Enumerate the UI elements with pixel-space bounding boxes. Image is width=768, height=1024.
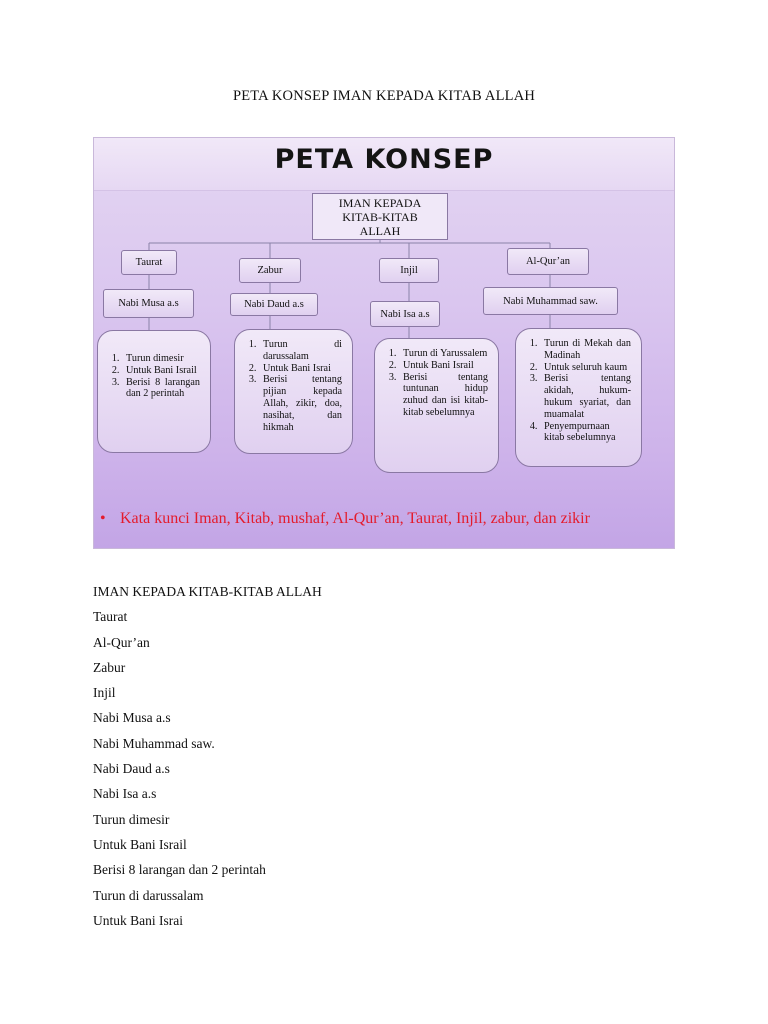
- detail-item: 1. Turun di Yarussalem: [399, 348, 488, 360]
- prophet-node-muhammad: Nabi Muhammad saw.: [483, 287, 618, 315]
- text-line: Injil: [93, 685, 116, 701]
- detail-item: 1. Turun di Mekah dan Madinah: [540, 338, 631, 362]
- root-node: IMAN KEPADA KITAB-KITAB ALLAH: [312, 193, 448, 240]
- detail-box-alquran: [515, 328, 642, 467]
- body-text-list: [93, 583, 322, 937]
- text-line: Turun dimesir: [93, 811, 170, 827]
- text-line: Al-Qur’an: [93, 634, 150, 650]
- detail-item: 4. Penyempurnaan kitab sebelumnya: [540, 421, 631, 445]
- concept-map-heading: PETA KONSEP: [274, 144, 494, 175]
- detail-item: 3. Berisi tentang tuntunan hidup zuhud dan isi kitab-kitab sebelumnya: [399, 372, 488, 419]
- detail-item: 2. Untuk Bani Israi: [259, 363, 342, 375]
- text-line: Untuk Bani Israi: [93, 912, 183, 928]
- text-line: Nabi Daud a.s: [93, 761, 170, 777]
- text-line: Taurat: [93, 609, 128, 625]
- page-title: PETA KONSEP IMAN KEPADA KITAB ALLAH: [232, 88, 536, 104]
- detail-item: 2. Untuk Bani Israil: [399, 360, 488, 372]
- keyword-note: [100, 510, 670, 528]
- text-line: Nabi Musa a.s: [93, 710, 171, 726]
- prophet-node-isa: Nabi Isa a.s: [370, 301, 440, 327]
- detail-item: 3. Berisi tentang akidah, hukum-hukum syariat, dan muamalat: [540, 373, 631, 420]
- detail-item: 2. Untuk Bani Israil: [122, 365, 200, 377]
- detail-item: 1. Turun di darussalam: [259, 339, 342, 363]
- book-node-taurat: Taurat: [121, 250, 177, 275]
- text-line: Berisi 8 larangan dan 2 perintah: [93, 862, 266, 878]
- detail-box-injil: [374, 338, 499, 473]
- detail-item: 3. Berisi tentang pijian kepada Allah, zikir, doa, nasihat, dan hikmah: [259, 374, 342, 433]
- text-line: Turun di darussalam: [93, 887, 204, 903]
- bullet-marker: •: [100, 510, 106, 527]
- detail-box-taurat: [97, 330, 211, 453]
- detail-item: 3. Berisi 8 larangan dan 2 perintah: [122, 377, 200, 401]
- book-node-zabur: Zabur: [239, 258, 301, 283]
- text-line: Zabur: [93, 659, 126, 675]
- detail-item: 1. Turun dimesir: [122, 353, 200, 365]
- prophet-node-daud: Nabi Daud a.s: [230, 293, 318, 316]
- detail-item: 2. Untuk seluruh kaum: [540, 362, 631, 374]
- detail-box-zabur: [234, 329, 353, 454]
- keyword-text: Kata kunci Iman, Kitab, mushaf, Al-Qur’an, Taurat, Injil, zabur, dan zikir: [120, 510, 590, 527]
- text-line: Untuk Bani Israil: [93, 836, 187, 852]
- book-node-alquran: Al-Qur’an: [507, 248, 589, 275]
- concept-map-figure: [93, 137, 675, 549]
- text-line: Nabi Muhammad saw.: [93, 735, 215, 751]
- text-line: IMAN KEPADA KITAB-KITAB ALLAH: [93, 584, 322, 599]
- text-line: Nabi Isa a.s: [93, 786, 157, 802]
- prophet-node-musa: Nabi Musa a.s: [103, 289, 194, 318]
- book-node-injil: Injil: [379, 258, 439, 283]
